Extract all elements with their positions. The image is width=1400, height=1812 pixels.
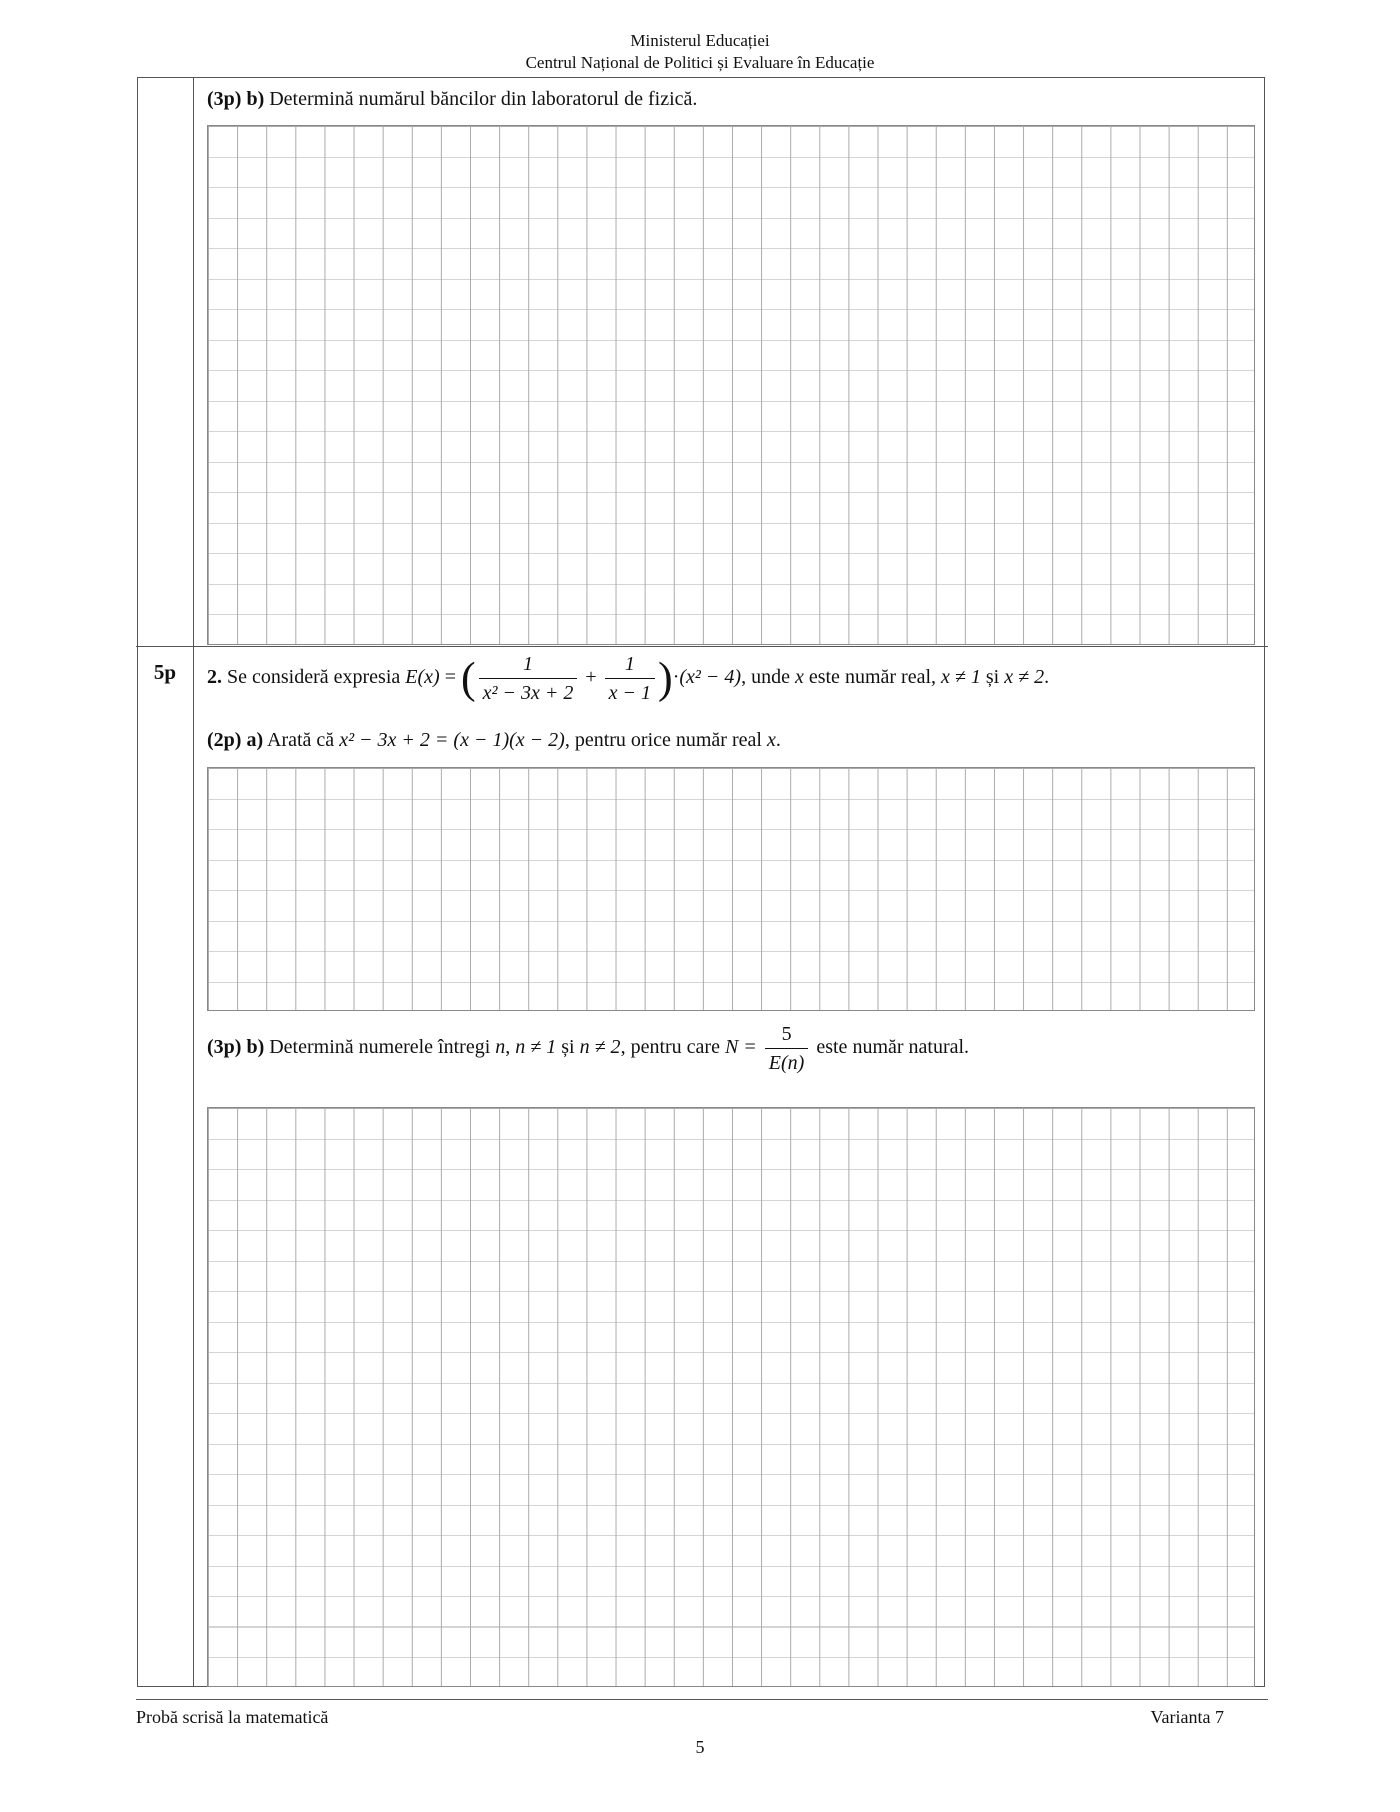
question-2-statement: 2. Se consideră expresia E(x) = ( $\frac{1}{\text{x² − 3x + 2}}$ + $\frac{1}{x - 1}$ )·(x² − 4), unde x este număr real, x ≠ 1 și x ≠ 2. bbox=[207, 653, 1050, 704]
question-text: Determină numărul băncilor din laboratorul de fizică. bbox=[269, 88, 698, 110]
points-tag: (2p) a) bbox=[207, 729, 264, 751]
footer-exam-title: Probă scrisă la matematică bbox=[136, 1707, 329, 1727]
footer-variant: Varianta 7 bbox=[1150, 1707, 1224, 1727]
page-number: 5 bbox=[695, 1737, 705, 1757]
answer-grid-1b[interactable] bbox=[207, 125, 1255, 645]
question-1b bbox=[207, 88, 697, 111]
header-ministry: Ministerul Educației bbox=[630, 31, 770, 50]
identity: x² − 3x + 2 = (x − 1)(x − 2) bbox=[339, 729, 565, 751]
question-2a: (2p) a) Arată că x² − 3x + 2 = (x − 1)(x − 2), pentru orice număr real x. bbox=[207, 729, 781, 751]
points-tag: (3p) b) bbox=[207, 1036, 265, 1059]
footer-rule bbox=[136, 1699, 1268, 1700]
fraction-2: $\frac{1}{x - 1}$ bbox=[605, 653, 655, 704]
question-divider bbox=[136, 646, 1268, 647]
factor: (x² − 4) bbox=[679, 666, 742, 689]
points-tag: (3p) b) bbox=[207, 88, 265, 110]
fraction-1: $\frac{1}{\text{x² − 3x + 2}}$ bbox=[479, 653, 578, 704]
open-paren-icon: ( bbox=[460, 653, 476, 703]
points-label: 5p bbox=[153, 660, 177, 684]
close-paren-icon: ) bbox=[658, 653, 673, 703]
header-center: Centrul Național de Politici și Evaluare în Educație bbox=[525, 53, 875, 72]
fraction-N: $\frac{5}{E(n)}$ bbox=[765, 1023, 809, 1074]
question-number: 2. bbox=[207, 666, 222, 689]
answer-grid-2b[interactable] bbox=[207, 1107, 1255, 1687]
answer-grid-2a[interactable] bbox=[207, 767, 1255, 1011]
question-2b: (3p) b) Determină numerele întregi n, n ≠ 1 și n ≠ 2, pentru care N = $\frac{5}{E(n)}$ este număr natural. bbox=[207, 1023, 970, 1074]
points-column-divider bbox=[193, 77, 194, 1687]
expression-lhs: E(x) bbox=[405, 666, 440, 689]
